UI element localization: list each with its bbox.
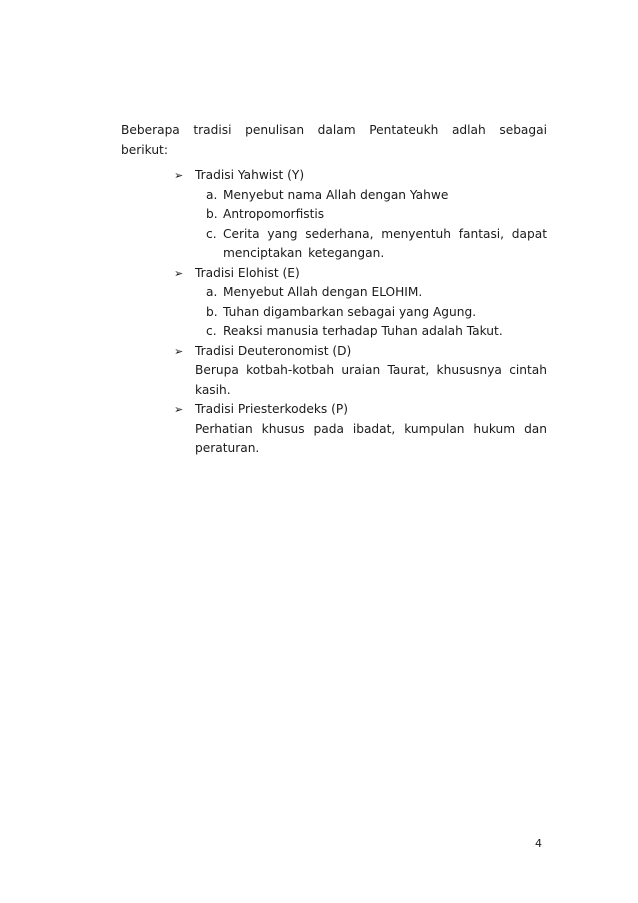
tradition-title: Tradisi Elohist (E) xyxy=(195,265,300,280)
tradition-description: Perhatian khusus pada ibadat, kumpulan hukum dan peraturan. xyxy=(195,421,547,455)
page-content xyxy=(121,121,547,459)
list-item-letter: a. xyxy=(206,285,218,299)
tradition-sublist xyxy=(195,186,547,264)
list-item-letter: c. xyxy=(206,226,217,241)
list-item-letter: c. xyxy=(206,324,217,338)
tradition-list xyxy=(121,166,547,459)
list-item-letter: a. xyxy=(206,187,218,202)
list-item-text: Antropomorfistis xyxy=(223,207,325,221)
list-item-text: Menyebut nama Allah dengan Yahwe xyxy=(223,187,449,202)
list-item-text: Cerita yang sederhana, menyentuh fantasi, dapat menciptakan ketegangan. xyxy=(223,226,547,260)
arrow-bullet-icon: ➢ xyxy=(174,266,184,280)
list-item-text: Reaksi manusia terhadap Tuhan adalah Takut. xyxy=(223,324,503,338)
list-item-text: Menyebut Allah dengan ELOHIM. xyxy=(223,285,423,299)
tradition-title: Tradisi Priesterkodeks (P) xyxy=(195,402,348,416)
tradition-sublist xyxy=(195,283,547,342)
tradition-description: Berupa kotbah-kotbah uraian Taurat, khususnya cintah kasih. xyxy=(195,363,547,397)
list-item xyxy=(206,322,547,342)
tradition-item-yahwist xyxy=(174,166,547,264)
list-item xyxy=(206,225,547,264)
list-item xyxy=(206,283,547,303)
page-number: 4 xyxy=(535,837,542,850)
arrow-bullet-icon: ➢ xyxy=(174,344,184,358)
arrow-bullet-icon: ➢ xyxy=(174,403,184,416)
tradition-item-deuteronomist xyxy=(174,342,547,401)
list-item-letter: b. xyxy=(206,207,218,221)
tradition-title: Tradisi Deuteronomist (D) xyxy=(195,343,352,358)
tradition-title: Tradisi Yahwist (Y) xyxy=(195,168,305,182)
list-item xyxy=(206,205,547,225)
arrow-bullet-icon: ➢ xyxy=(174,169,184,182)
list-item-text: Tuhan digambarkan sebagai yang Agung. xyxy=(223,304,477,319)
tradition-item-priesterkodeks xyxy=(174,400,547,459)
list-item xyxy=(206,303,547,323)
tradition-item-elohist xyxy=(174,264,547,342)
list-item xyxy=(206,186,547,206)
intro-paragraph: Beberapa tradisi penulisan dalam Pentateukh adlah sebagai berikut: xyxy=(121,123,547,157)
list-item-letter: b. xyxy=(206,304,218,319)
